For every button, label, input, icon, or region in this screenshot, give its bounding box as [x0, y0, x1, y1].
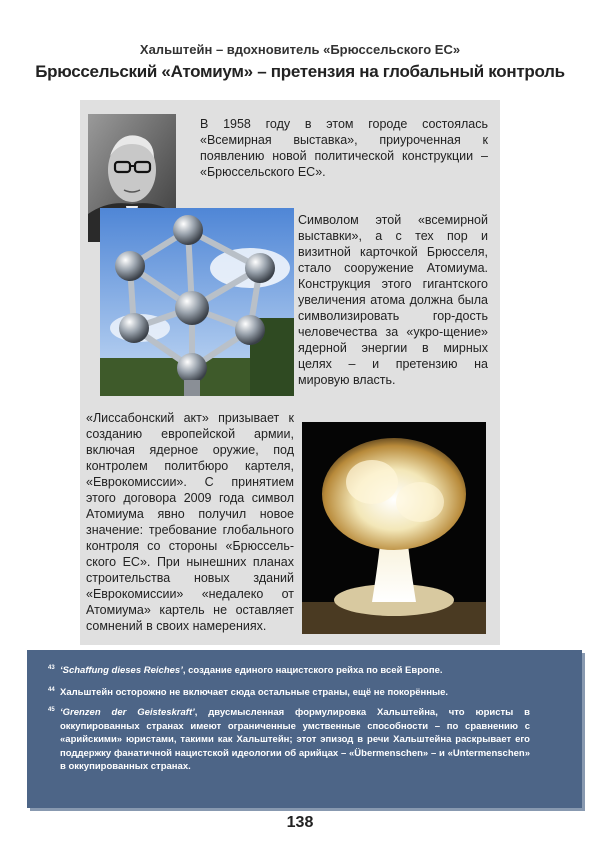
page-title: Брюссельский «Атомиум» – претензия на глобальный контроль — [35, 62, 565, 81]
paragraph-2: Символом этой «всемирной выставки», а с тех пор и визитной карточкой Брюсселя, стало сооружение Атомиума. Конструкция этого гигантского увеличения атома должна была символизировать гор-дость человечества за «укро-щение» ядерной энергии в мирных целях – и претензию на мировую власть. — [298, 213, 488, 387]
footnote-45: 45 ‘Grenzen der Geisteskraft’, двусмысленная формулировка Хальштейна, что юристы в оккупированных странах имеют ограниченные умственные способности – по сравнению с «арийскими» юристами, такими как Хальштейн; этот эпизод в речи Хальштейна раскрывает его поддержку фанатичной нацистской идеологии об арийцах – «Übermenschen» – и «Untermenschen» в оккупированных странах. — [48, 707, 530, 772]
page-number: 138 — [286, 814, 314, 831]
footnote-43: 43 ‘Schaffung dieses Reiches’, создание единого нацистского рейха по всей Европе. — [48, 665, 443, 676]
paragraph-3: «Лиссабонский акт» призывает к созданию европейской армии, включая ядерное оружие, под контролем политбюро картеля, «Еврокомиссии». С принятием этого договора 2009 года символ Атомиума явно получил новое значение: требование глобального контроля со стороны «Брюссель-ского ЕС». При нынешних планах строительства новых зданий «Еврокомиссии» «недалеко от Атомиума» картель не оставляет сомнений в своих намерениях. — [86, 411, 294, 633]
paragraph-1: В 1958 году в этом городе состоялась «Всемирная выставка», приуроченная к появлению новой политической конструкции – «Брюссельского ЕС». — [200, 117, 488, 179]
nuclear-explosion-photo — [302, 422, 486, 634]
footnote-44: 44 Хальштейн осторожно не включает сюда остальные страны, ещё не покорённые. — [48, 687, 449, 698]
page-subtitle: Хальштейн – вдохновитель «Брюссельского ЕС» — [139, 42, 461, 57]
atomium-photo — [100, 208, 294, 396]
